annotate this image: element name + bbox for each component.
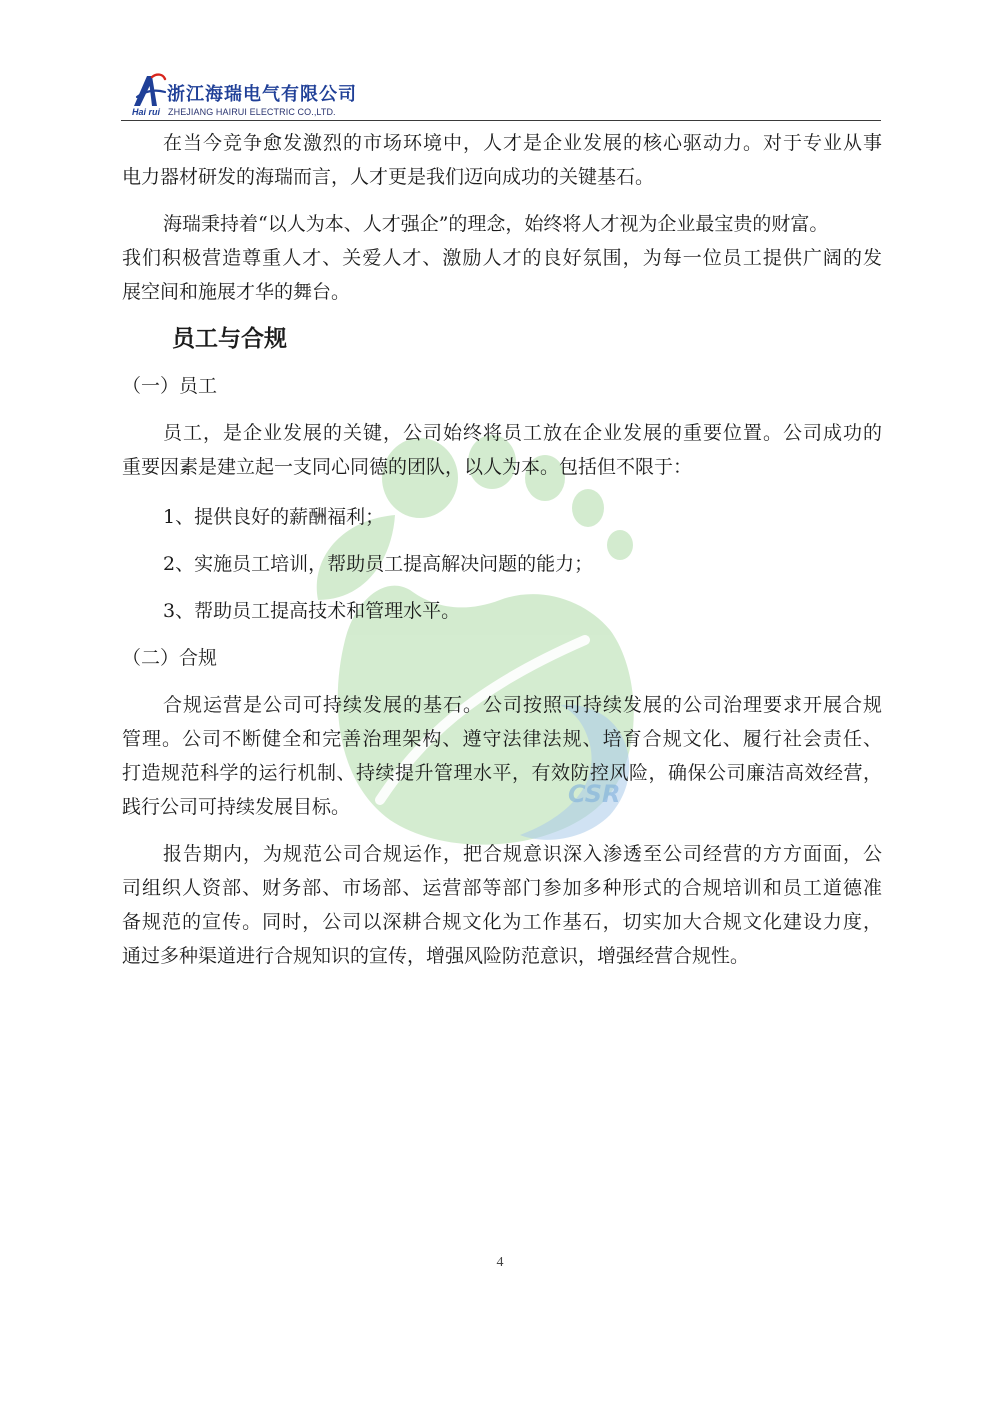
paragraph xyxy=(122,126,882,194)
paragraph xyxy=(122,837,882,973)
paragraph-line: 重要因素是建立起一支同心同德的团队，以人为本。包括但不限于： xyxy=(122,456,693,478)
header-rule xyxy=(121,120,881,121)
list-item: 1、提供良好的薪酬福利； xyxy=(163,506,385,528)
paragraph xyxy=(122,207,882,309)
paragraph-line: 海瑞秉持着“以人为本、人才强企”的理念，始终将人才视为企业最宝贵的财富。 xyxy=(163,213,829,235)
page-number: 4 xyxy=(496,1255,504,1270)
company-name-en: ZHEJIANG HAIRUI ELECTRIC CO.,LTD. xyxy=(168,107,336,117)
subsection-heading: （一）员工 xyxy=(122,375,218,397)
list-item: 3、帮助员工提高技术和管理水平。 xyxy=(163,600,461,622)
paragraph-line: 我们积极营造尊重人才、关爱人才、激励人才的良好氛围，为每一位员工提供广阔的发 xyxy=(122,247,882,269)
subsection-heading: （二）合规 xyxy=(122,647,218,669)
paragraph xyxy=(122,416,882,484)
paragraph-line: 通过多种渠道进行合规知识的宣传，增强风险防范意识，增强经营合规性。 xyxy=(122,945,750,967)
list-item: 2、实施员工培训，帮助员工提高解决问题的能力； xyxy=(163,553,594,575)
page-header xyxy=(0,0,1000,125)
paragraph-line: 在当今竞争愈发激烈的市场环境中，人才是企业发展的核心驱动力。对于专业从事 xyxy=(163,132,882,154)
paragraph-line: 管理。公司不断健全和完善治理架构、遵守法律法规、培育合规文化、履行社会责任、 xyxy=(122,728,882,750)
paragraph-line: 报告期内，为规范公司合规运作，把合规意识深入渗透至公司经营的方方面面，公 xyxy=(163,843,882,865)
paragraph-line: 员工，是企业发展的关键，公司始终将员工放在企业发展的重要位置。公司成功的 xyxy=(163,422,882,444)
paragraph-line: 践行公司可持续发展目标。 xyxy=(122,796,351,818)
logo-wordmark: Hai rui xyxy=(132,107,161,117)
section-title: 员工与合规 xyxy=(172,325,287,352)
document-body xyxy=(122,126,882,973)
paragraph-line: 电力器材研发的海瑞而言，人才更是我们迈向成功的关键基石。 xyxy=(122,166,655,188)
paragraph xyxy=(122,688,882,824)
watermark-lettering: CSR xyxy=(568,780,621,808)
paragraph-line: 司组织人资部、财务部、市场部、运营部等部门参加多种形式的合规培训和员工道德准 xyxy=(122,877,882,899)
paragraph-line: 合规运营是公司可持续发展的基石。公司按照可持续发展的公司治理要求开展合规 xyxy=(163,694,882,716)
paragraph-line: 展空间和施展才华的舞台。 xyxy=(122,281,351,303)
paragraph-line: 备规范的宣传。同时，公司以深耕合规文化为工作基石，切实加大合规文化建设力度， xyxy=(122,911,882,933)
company-name-cn: 浙江海瑞电气有限公司 xyxy=(167,84,357,105)
hairui-logo-icon xyxy=(131,72,167,108)
paragraph-line: 打造规范科学的运行机制、持续提升管理水平，有效防控风险，确保公司廉洁高效经营， xyxy=(122,762,882,784)
